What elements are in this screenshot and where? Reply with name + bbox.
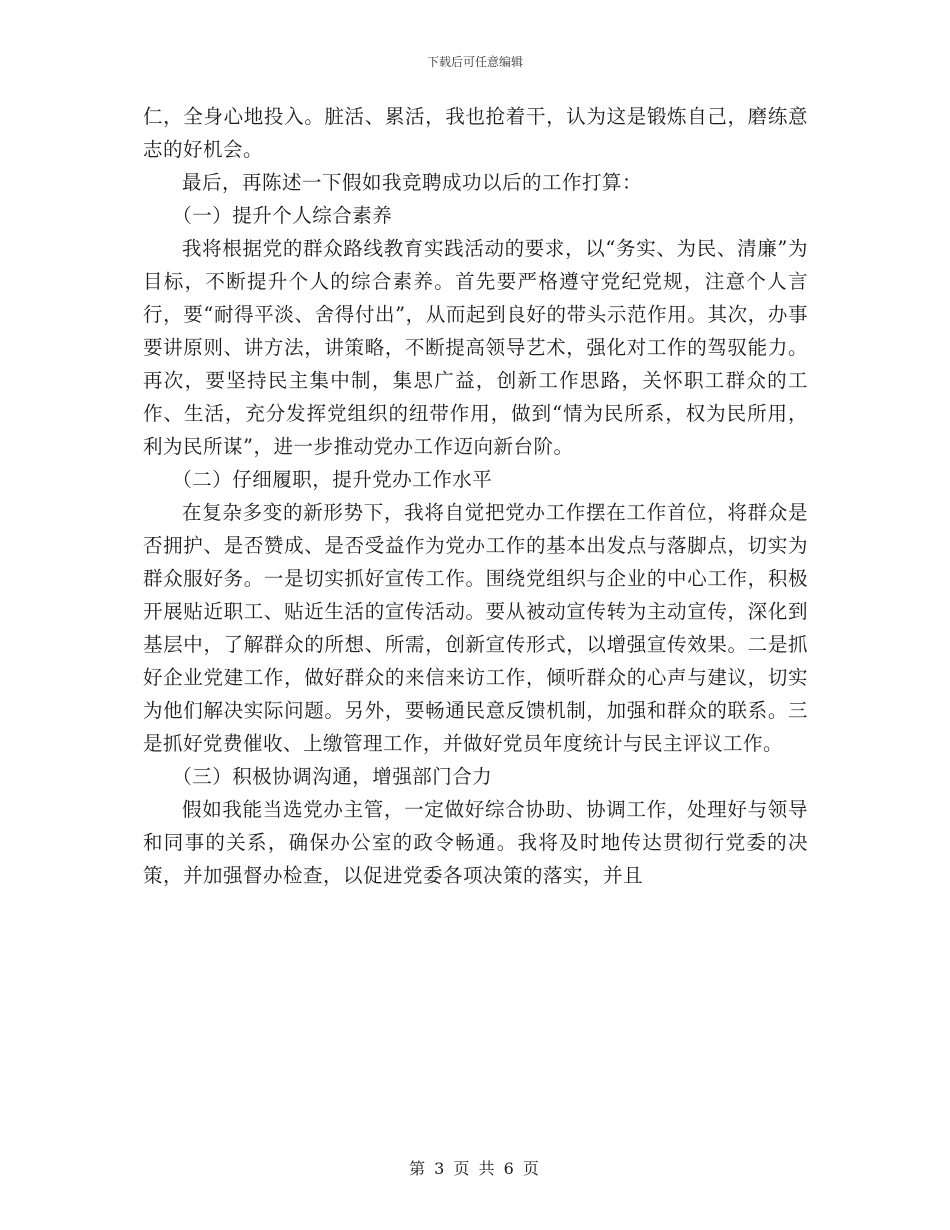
paragraph-continuation: 仁，全身心地投入。脏活、累活，我也抢着干，认为这是锻炼自己，磨练意志的好机会。 (143, 105, 808, 161)
section-heading-3: （三）积极协调沟通，增强部门合力 (172, 765, 493, 788)
section-heading-1: （一）提升个人综合素养 (172, 204, 393, 227)
paragraph-section-1: 我将根据党的群众路线教育实践活动的要求，以“务实、为民、清廉”为目标，不断提升个人的综合素养。首先要严格遵守党纪党规，注意个人言行，要“耐得平淡、舍得付出”，从而起到良好的带头示范作用。其次，办事要讲原则、讲方法，讲策略，不断提高领导艺术，强化对工作的驾驭能力。再次，要坚持民主集中制，集思广益，创新工作思路，关怀职工群众的工作、生活，充分发挥党组织的纽带作用，做到“情为民所系，权为民所用，利为民所谋”，进一步推动党办工作迈向新台阶。 (143, 237, 808, 458)
paragraph-intro-plans: 最后，再陈述一下假如我竞聘成功以后的工作打算： (182, 171, 643, 194)
page-header: 下载后可任意编辑 (426, 55, 523, 69)
page-number-footer: 第 3 页 共 6 页 (409, 1159, 541, 1178)
paragraph-section-2: 在复杂多变的新形势下，我将自觉把党办工作摆在工作首位，将群众是否拥护、是否赞成、是否受益作为党办工作的基本出发点与落脚点，切实为群众服好务。一是切实抓好宣传工作。围绕党组织与企业的中心工作，积极开展贴近职工、贴近生活的宣传活动。要从被动宣传转为主动宣传，深化到基层中，了解群众的所想、所需，创新宣传形式，以增强宣传效果。二是抓好企业党建工作，做好群众的来信来访工作，倾听群众的心声与建议，切实为他们解决实际问题。另外，要畅通民意反馈机制，加强和群众的联系。三是抓好党费催收、上缴管理工作，并做好党员年度统计与民主评议工作。 (143, 501, 808, 755)
section-heading-2: （二）仔细履职，提升党办工作水平 (172, 468, 493, 491)
paragraph-section-3: 假如我能当选党办主管，一定做好综合协助、协调工作，处理好与领导和同事的关系，确保办公室的政令畅通。我将及时地传达贯彻行党委的决策，并加强督办检查，以促进党委各项决策的落实，并且 (143, 798, 808, 887)
document-body (143, 100, 808, 892)
